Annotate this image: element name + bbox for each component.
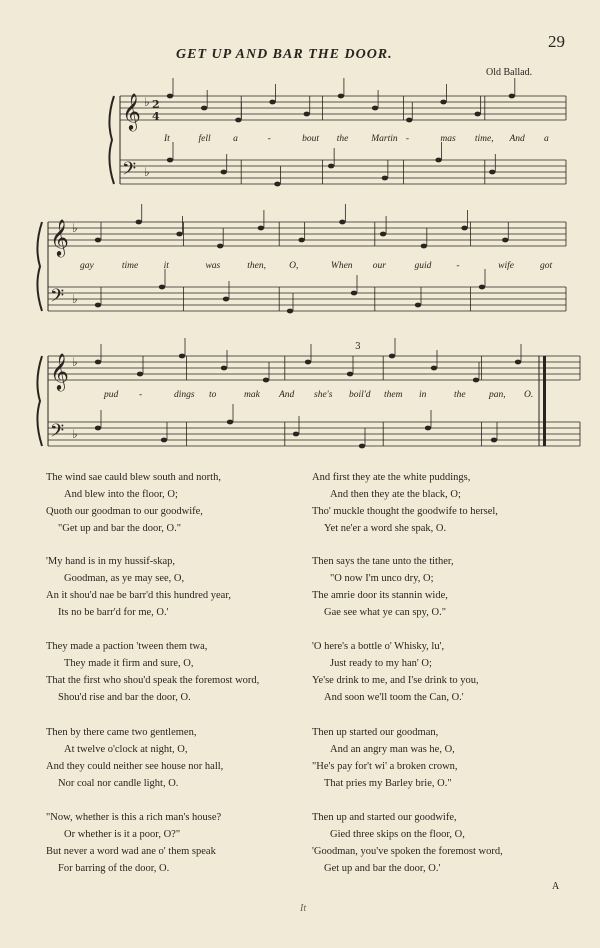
note-head [136,220,142,225]
verse-line: Yet ne'er a word she spak, O. [324,523,447,534]
note-head [502,238,508,243]
verse-line: At twelve o'clock at night, O, [64,744,188,755]
lyric-syllable: time [121,261,139,271]
bass-clef-icon: 𝄢 [50,421,65,446]
note-head [359,444,365,449]
note-head [179,354,185,359]
lyric-syllable: mas [440,134,456,144]
lyric-syllable: Martin [371,134,398,144]
note-head [435,158,441,163]
lyric-syllable: - [456,261,460,271]
note-head [293,432,299,437]
verse-line: Gied three skips on the floor, O, [330,829,465,840]
verse-line: Then says the tane unto the tither, [312,556,454,567]
page-number: 29 [548,32,565,51]
time-signature-bottom: 4 [152,110,160,123]
note-head [491,438,497,443]
lyric-syllable: them [384,390,403,400]
note-head [351,291,357,296]
lyric-syllable: she's [314,390,333,400]
note-head [421,244,427,249]
note-head [461,226,467,231]
time-signature-top: 2 [152,98,160,111]
verse-line: The wind sae cauld blew south and north, [46,472,221,483]
lyric-syllable: O, [289,261,299,271]
verse-line: Then by there came two gentlemen, [46,727,197,738]
note-head [95,303,101,308]
note-head [201,106,207,111]
verse-line: Ye'se drink to me, and I'se drink to you, [312,675,479,686]
lyric-syllable: a [544,134,549,144]
note-head [380,232,386,237]
lyric-syllable: boil'd [349,390,371,400]
lyric-syllable: dings [174,390,195,400]
verse-line: That the first who shou'd speak the foremost word, [46,675,260,686]
verse-line: And they could neither see house nor hall, [46,761,224,772]
note-head [223,297,229,302]
system-brace [37,222,42,311]
attribution: Old Ballad. [486,67,533,78]
note-head [269,100,275,105]
verse-line: An it shou'd nae be barr'd this hundred year, [46,590,232,601]
lyric-syllable: When [330,261,353,271]
verse-line: "Get up and bar the door, O." [58,523,182,534]
note-head [515,360,521,365]
note-head [338,94,344,99]
treble-clef-icon: 𝄞 [50,352,69,390]
system-brace [37,356,42,446]
verse-line: And blew into the floor, O; [64,489,178,500]
lyric-syllable: guid [414,261,432,271]
lyric-syllable: got [540,261,553,271]
note-head [406,118,412,123]
lyric-syllable: mak [244,390,260,400]
verse-line: "He's pay for't wi' a broken crown, [312,761,458,772]
lyric-syllable: the [454,390,466,400]
note-head [489,170,495,175]
lyric-syllable: wife [498,261,515,271]
note-head [473,378,479,383]
final-barline [543,356,546,446]
lyric-syllable: pud [104,390,119,400]
note-head [167,158,173,163]
lyric-syllable: to [209,390,217,400]
lyric-syllable: in [419,390,427,400]
note-head [479,285,485,290]
note-head [347,372,353,377]
note-head [95,238,101,243]
lyric-syllable: - [405,134,409,144]
note-head [474,112,480,117]
treble-clef-icon: 𝄞 [122,92,141,130]
lyric-syllable: And [279,390,295,400]
verse-line: But never a word wad ane o' them speak [46,846,216,857]
lyric-syllable: then, [247,261,266,271]
note-head [305,360,311,365]
lyric-syllable: bout [302,134,320,144]
verse-line: Get up and bar the door, O.' [324,863,441,874]
note-head [382,176,388,181]
lyric-syllable: It [164,134,170,144]
note-head [425,426,431,431]
verse-line: "Now, whether is this a rich man's house? [46,812,222,823]
verse-line: Nor coal nor candle light, O. [58,778,179,789]
note-head [95,426,101,431]
verse-line: Quoth our goodman to our goodwife, [46,506,203,517]
note-head [372,106,378,111]
verse-line: Shou'd rise and bar the door, O. [58,692,191,703]
sheet-music [0,0,600,460]
bass-clef-icon: 𝄢 [122,159,137,184]
verse-line: They made it firm and sure, O, [64,658,194,669]
verse-line: Just ready to my han' O; [330,658,432,669]
triplet-mark: 3 [355,342,361,352]
verse-line: 'O here's a bottle o' Whisky, lu', [312,641,445,652]
note-head [235,118,241,123]
verse-line: Its no be barr'd for me, O.' [58,607,169,618]
verse-line: And first they ate the white puddings, [312,472,471,483]
verse-line: The amrie door its stannin wide, [312,590,448,601]
note-head [509,94,515,99]
flat-icon: ♭ [144,165,150,179]
system-brace [109,96,114,184]
note-head [328,164,334,169]
note-head [304,112,310,117]
flat-icon: ♭ [72,355,78,369]
verse-line: Goodman, as ye may see, O, [64,573,185,584]
verse-line: "O now I'm unco dry, O; [330,573,434,584]
note-head [298,238,304,243]
catchword: A [552,881,560,892]
treble-clef-icon: 𝄞 [50,218,69,256]
lyric-syllable: gay [80,261,94,271]
lyric-syllable: a [233,134,238,144]
note-head [159,285,165,290]
lyric-syllable: O. [524,390,534,400]
note-head [287,309,293,314]
verse-line: Then up started our goodman, [312,727,439,738]
note-head [161,438,167,443]
verse-line: Gae see what ye can spy, O." [324,607,446,618]
lyric-syllable: time, [474,134,494,144]
lyric-syllable: it [163,261,169,271]
note-head [431,366,437,371]
verse-line: And an angry man was he, O, [330,744,455,755]
lyric-syllable: fell [198,134,211,144]
verse-line: And soon we'll toom the Can, O.' [324,692,464,703]
note-head [263,378,269,383]
verse-line: Then up and started our goodwife, [312,812,457,823]
lyric-syllable: the [336,134,349,144]
verse-line: They made a paction 'tween them twa, [46,641,208,652]
note-head [221,170,227,175]
flat-icon: ♭ [72,221,78,235]
note-head [167,94,173,99]
note-head [258,226,264,231]
flat-icon: ♭ [144,95,150,109]
bass-clef-icon: 𝄢 [50,286,65,311]
note-head [95,360,101,365]
note-head [176,232,182,237]
verse-line: Tho' muckle thought the goodwife to hersel, [312,506,498,517]
note-head [339,220,345,225]
verse-line: Or whether is it a poor, O?" [64,829,181,840]
lyric-syllable: - [139,390,143,400]
verse-line: For barring of the door, O. [58,863,170,874]
flat-icon: ♭ [72,427,78,441]
lyric-syllable: - [267,134,271,144]
note-head [137,372,143,377]
note-head [221,366,227,371]
verse-line: That pries my Barley brie, O." [324,778,452,789]
verse-line: 'My hand is in my hussif-skap, [46,556,176,567]
note-head [389,354,395,359]
note-head [415,303,421,308]
note-head [274,182,280,187]
verse-line: And then they ate the black, O; [330,489,461,500]
note-head [440,100,446,105]
verse-line: 'Goodman, you've spoken the foremost word, [312,846,503,857]
lyric-syllable: And [509,134,525,144]
song-title: GET UP AND BAR THE DOOR. [176,47,393,62]
note-head [227,420,233,425]
flat-icon: ♭ [72,292,78,306]
note-head [217,244,223,249]
lyric-syllable: our [372,261,386,271]
lyric-syllable: was [205,261,221,271]
lyric-syllable: pan, [489,390,506,400]
footer-mark: It [300,903,307,914]
